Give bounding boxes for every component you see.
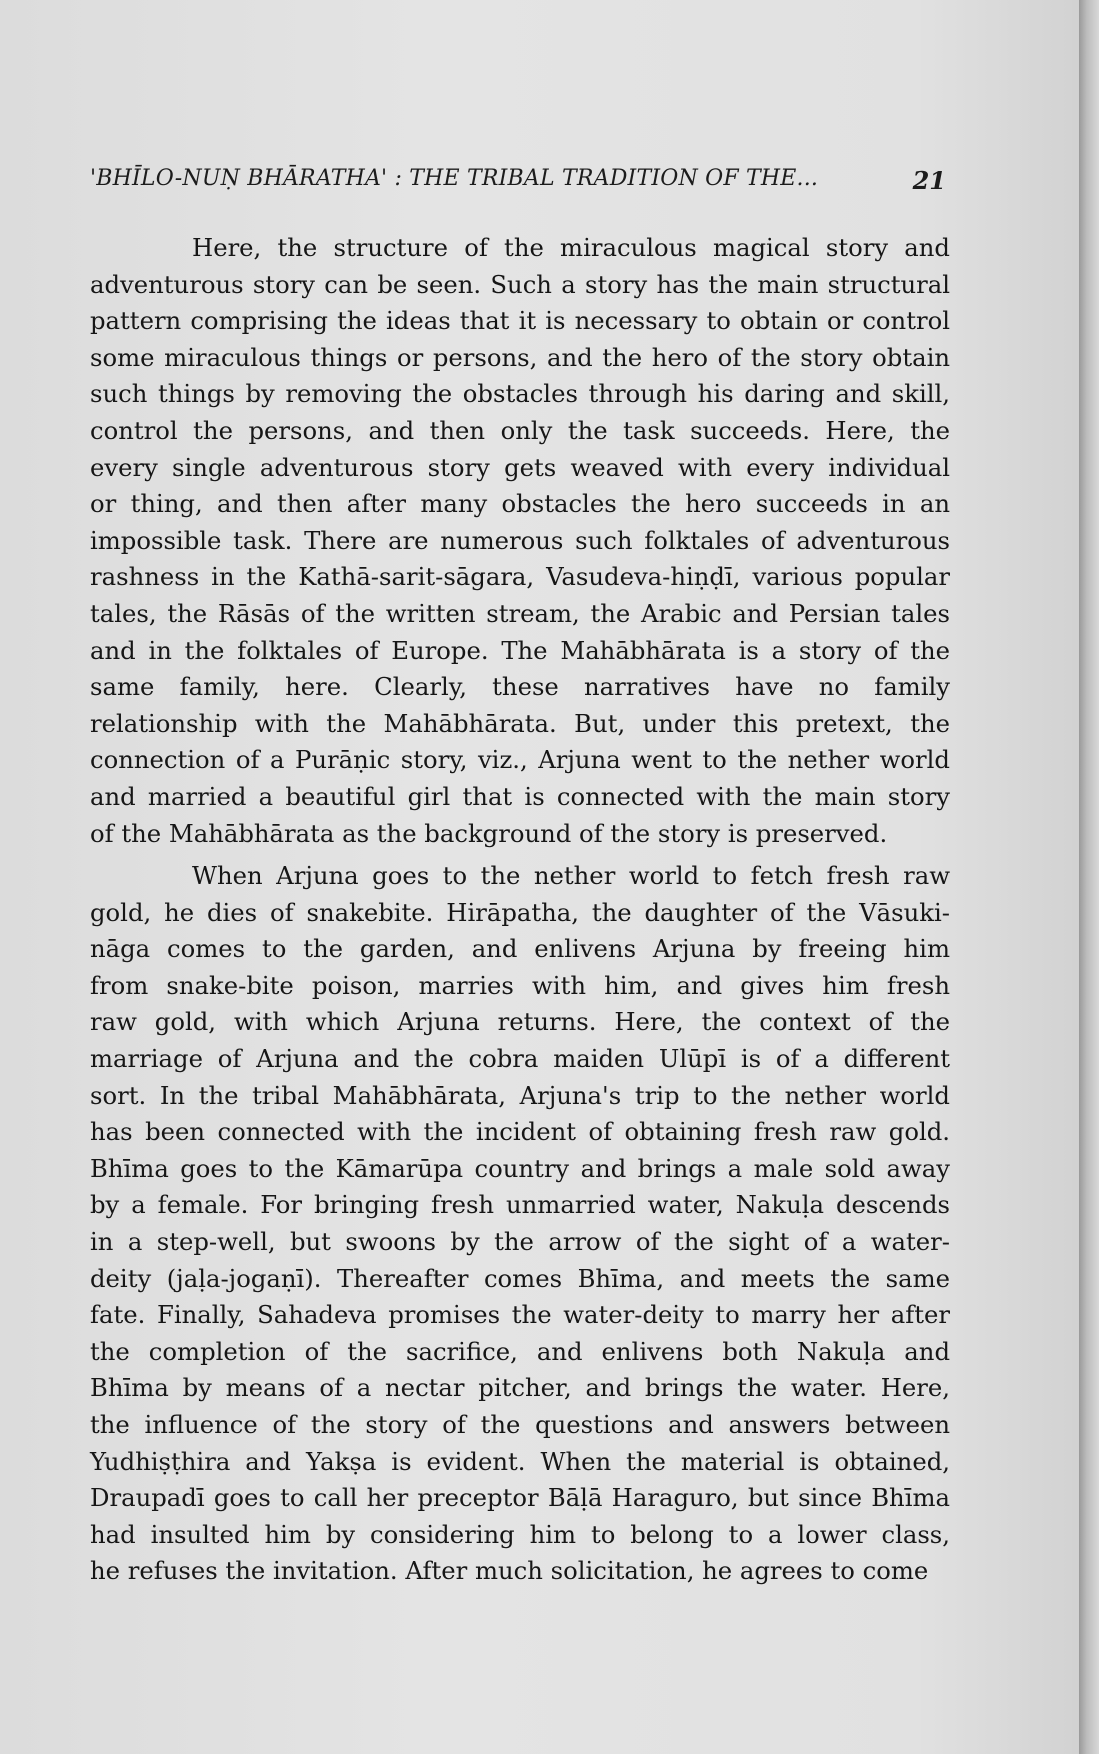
text-line: and in the folktales of Europe. The Mahābhārata is a story of the	[90, 635, 950, 665]
text-line: relationship with the Mahābhārata. But, under this pretext, the	[90, 708, 950, 738]
text-line: rashness in the Kathā-sarit-sāgara, Vasudeva-hiṇḍī, various popular	[90, 562, 950, 592]
body-text	[90, 230, 970, 1590]
text-line: has been connected with the incident of obtaining fresh raw gold.	[90, 1117, 951, 1147]
text-line: control the persons, and then only the task succeeds. Here, the	[90, 415, 950, 445]
page-number: 21	[912, 166, 946, 195]
text-line: had insulted him by considering him to belong to a lower class,	[90, 1519, 950, 1549]
text-line: fate. Finally, Sahadeva promises the water-deity to marry her after	[90, 1300, 950, 1330]
text-line: adventurous story can be seen. Such a story has the main structural	[90, 269, 951, 299]
text-line: the influence of the story of the questions and answers between	[90, 1410, 950, 1439]
page-header	[90, 166, 946, 198]
text-line: sort. In the tribal Mahābhārata, Arjuna's trip to the nether world	[90, 1080, 950, 1110]
text-line: by a female. For bringing fresh unmarried water, Nakuḷa descends	[90, 1190, 951, 1220]
text-line: impossible task. There are numerous such folktales of adventurous	[90, 525, 950, 555]
text-line: in a step-well, but swoons by the arrow of the sight of a water-	[90, 1227, 950, 1257]
text-line: every single adventurous story gets weaved with every individual	[90, 452, 950, 482]
text-line: connection of a Purāṇic story, viz., Arjuna went to the nether world	[90, 745, 950, 775]
page-edge-shadow	[1079, 0, 1099, 1754]
text-line: gold, he dies of snakebite. Hirāpatha, the daughter of the Vāsuki-	[90, 897, 950, 927]
text-line: he refuses the invitation. After much solicitation, he agrees to come	[90, 1556, 929, 1586]
text-line: Bhīma goes to the Kāmarūpa country and brings a male sold away	[90, 1153, 950, 1183]
text-line: When Arjuna goes to the nether world to fetch fresh raw	[192, 861, 950, 891]
text-line: pattern comprising the ideas that it is necessary to obtain or control	[90, 306, 950, 336]
text-line: from snake-bite poison, marries with him, and gives him fresh	[90, 970, 951, 1000]
text-line: same family, here. Clearly, these narratives have no family	[90, 672, 950, 702]
text-line: nāga comes to the garden, and enlivens Arjuna by freeing him	[90, 934, 950, 964]
text-line: marriage of Arjuna and the cobra maiden Ulūpī is of a different	[90, 1044, 950, 1074]
text-line: the completion of the sacrifice, and enlivens both Nakuḷa and	[90, 1336, 950, 1366]
text-line: raw gold, with which Arjuna returns. Here, the context of the	[90, 1007, 950, 1037]
text-line: Yudhiṣṭhira and Yakṣa is evident. When the material is obtained,	[90, 1446, 950, 1476]
text-line: Bhīma by means of a nectar pitcher, and brings the water. Here,	[90, 1373, 950, 1403]
text-line: or thing, and then after many obstacles the hero succeeds in an	[90, 489, 950, 519]
text-line: and married a beautiful girl that is connected with the main story	[90, 781, 950, 811]
text-line: tales, the Rāsās of the written stream, the Arabic and Persian tales	[90, 598, 950, 628]
text-line: some miraculous things or persons, and the hero of the story obtain	[90, 342, 950, 372]
text-line: Draupadī goes to call her preceptor Bāḷā Haraguro, but since Bhīma	[90, 1483, 950, 1513]
text-line: Here, the structure of the miraculous magical story and	[192, 233, 950, 262]
running-title: 'BHĪLO-NUṆ BHĀRATHA' : THE TRIBAL TRADITION OF THE...	[90, 166, 819, 191]
text-line: of the Mahābhārata as the background of the story is preserved.	[90, 818, 888, 848]
text-line: such things by removing the obstacles through his daring and skill,	[90, 379, 950, 409]
text-line: deity (jaḷa-jogaṇī). Thereafter comes Bhīma, and meets the same	[90, 1263, 950, 1293]
